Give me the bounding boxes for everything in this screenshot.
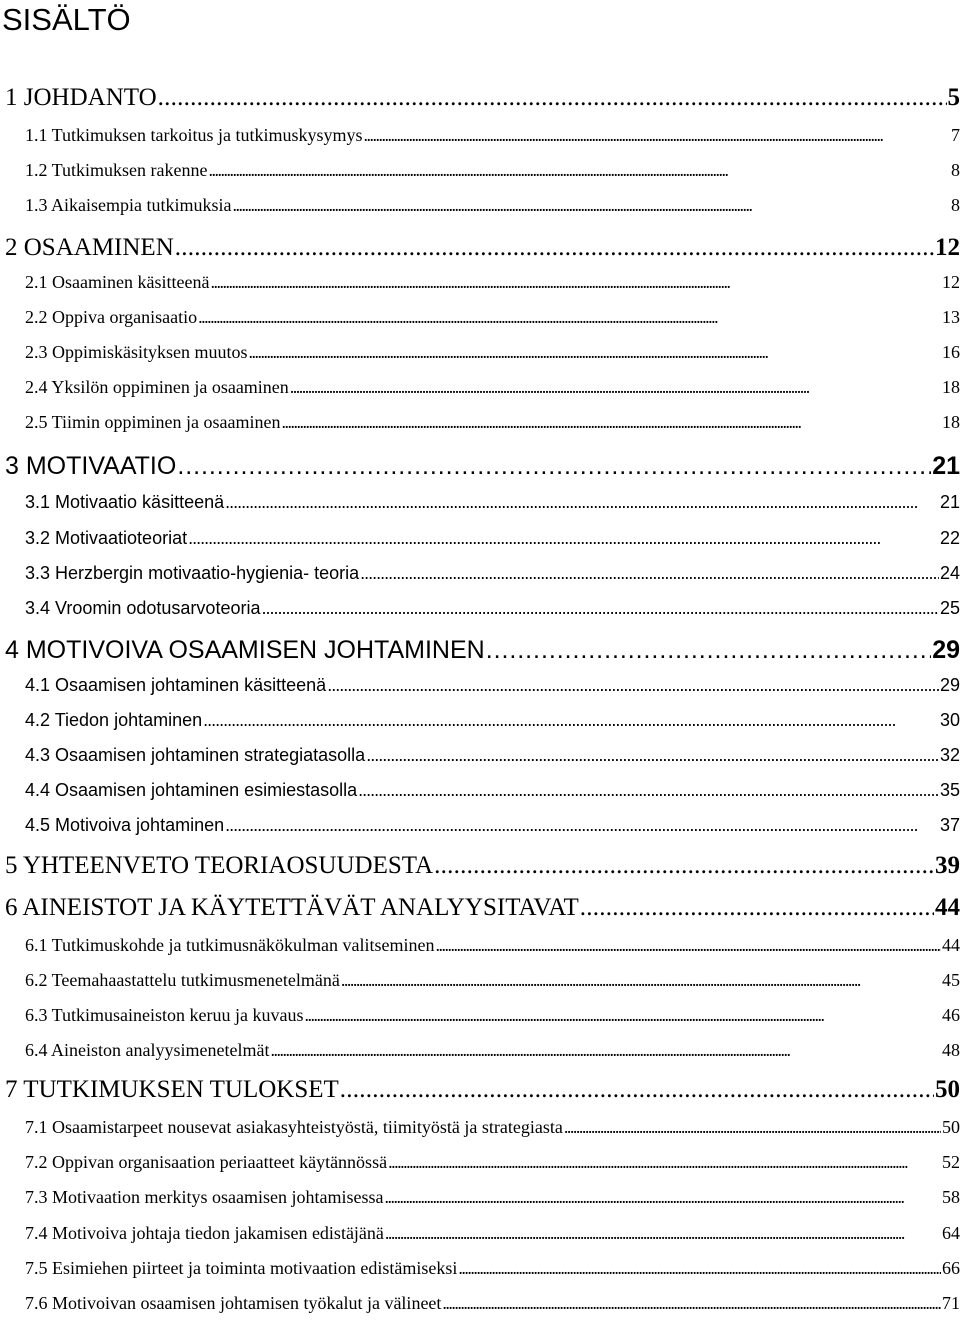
toc-page-number: 58	[942, 1187, 960, 1207]
toc-section-7-2[interactable]	[25, 1152, 960, 1176]
dot-leader	[210, 272, 941, 293]
dot-leader	[209, 160, 951, 181]
toc-label: 7.5 Esimiehen piirteet ja toiminta motivaation edistämiseksi	[25, 1258, 458, 1278]
toc-chapter-3[interactable]	[5, 452, 960, 482]
toc-page-number: 8	[951, 195, 960, 215]
dot-leader	[158, 84, 947, 112]
toc-label: 4.3 Osaamisen johtaminen strategiatasolla	[25, 745, 366, 765]
toc-section-2-1[interactable]	[25, 272, 960, 296]
toc-page-number: 29	[939, 675, 960, 695]
toc-label: 3.2 Motivaatioteoriat	[25, 528, 188, 548]
toc-label: 7.2 Oppivan organisaation periaatteet käytännössä	[25, 1152, 388, 1172]
toc-page-number: 8	[951, 160, 960, 180]
toc-label: 1.2 Tutkimuksen rakenne	[25, 160, 208, 180]
toc-label: 6.2 Teemahaastattelu tutkimusmenetelmänä	[25, 970, 340, 990]
toc-section-7-1[interactable]	[25, 1117, 960, 1141]
toc-page-number: 13	[942, 307, 960, 327]
toc-section-3-1[interactable]	[25, 492, 960, 516]
toc-page-number: 45	[942, 970, 960, 990]
dot-leader	[261, 598, 939, 619]
dot-leader	[225, 492, 939, 513]
toc-label: 1.3 Aikaisempia tutkimuksia	[25, 195, 232, 215]
toc-section-3-2[interactable]	[25, 528, 960, 552]
toc-page-number: 52	[942, 1152, 960, 1172]
dot-leader	[225, 815, 939, 836]
dot-leader	[327, 675, 939, 696]
dot-leader	[358, 780, 939, 801]
toc-label: 4.4 Osaamisen johtaminen esimiestasolla	[25, 780, 358, 800]
toc-label: 1 JOHDANTO	[5, 84, 157, 111]
dot-leader	[384, 1187, 941, 1208]
toc-page-number: 25	[939, 598, 960, 618]
page-title: SISÄLTÖ	[2, 2, 131, 37]
dot-leader	[249, 342, 941, 363]
dot-leader	[436, 935, 942, 956]
toc-section-4-3[interactable]	[25, 745, 960, 769]
toc-section-1-3[interactable]	[25, 195, 960, 219]
toc-label: 7.4 Motivoiva johtaja tiedon jakamisen edistäjänä	[25, 1223, 384, 1243]
toc-page-number: 39	[935, 852, 960, 879]
toc-label: 2.2 Oppiva organisaatio	[25, 307, 198, 327]
toc-page-number: 21	[939, 492, 960, 512]
toc-page-number: 35	[939, 780, 960, 800]
toc-section-2-4[interactable]	[25, 377, 960, 401]
toc-page-number: 22	[939, 528, 960, 548]
dot-leader	[203, 710, 939, 731]
dot-leader	[388, 1152, 941, 1173]
dot-leader	[175, 234, 934, 262]
toc-section-7-5[interactable]	[25, 1258, 960, 1282]
dot-leader	[360, 563, 939, 584]
dot-leader	[385, 1223, 941, 1244]
dot-leader	[270, 1040, 941, 1061]
toc-page-number: 48	[942, 1040, 960, 1060]
toc-label: 6.3 Tutkimusaineiston keruu ja kuvaus	[25, 1005, 304, 1025]
toc-chapter-4[interactable]	[5, 636, 960, 666]
toc-section-6-4[interactable]	[25, 1040, 960, 1064]
toc-label: 7.3 Motivaation merkitys osaamisen johtamisessa	[25, 1187, 384, 1207]
toc-label: 3.4 Vroomin odotusarvoteoria	[25, 598, 261, 618]
dot-leader	[564, 1117, 941, 1138]
dot-leader	[232, 195, 950, 216]
toc-label: 3 MOTIVAATIO	[5, 452, 177, 480]
toc-section-6-3[interactable]	[25, 1005, 960, 1029]
toc-page-number: 18	[942, 377, 960, 397]
dot-leader	[341, 970, 941, 991]
toc-page-number: 29	[932, 636, 960, 664]
toc-section-7-6[interactable]	[25, 1293, 960, 1317]
dot-leader	[290, 377, 941, 398]
dot-leader	[486, 636, 931, 665]
toc-page-number: 12	[935, 234, 960, 261]
dot-leader	[366, 745, 939, 766]
toc-label: 2.4 Yksilön oppiminen ja osaaminen	[25, 377, 289, 397]
toc-page-number: 44	[935, 894, 960, 921]
toc-page-number: 24	[939, 563, 960, 583]
toc-section-4-4[interactable]	[25, 780, 960, 804]
toc-section-6-1[interactable]	[25, 935, 960, 959]
dot-leader	[442, 1293, 941, 1314]
toc-section-1-2[interactable]	[25, 160, 960, 184]
toc-page-number: 66	[942, 1258, 960, 1278]
toc-page-number: 5	[947, 84, 960, 111]
toc-section-2-2[interactable]	[25, 307, 960, 331]
dot-leader	[458, 1258, 941, 1279]
dot-leader	[580, 894, 934, 922]
toc-label: 2.5 Tiimin oppiminen ja osaaminen	[25, 412, 281, 432]
dot-leader	[340, 1076, 934, 1104]
toc-label: 4 MOTIVOIVA OSAAMISEN JOHTAMINEN	[5, 636, 485, 664]
toc-page-number: 30	[939, 710, 960, 730]
toc-section-3-3[interactable]	[25, 563, 960, 587]
toc-label: 4.1 Osaamisen johtaminen käsitteenä	[25, 675, 327, 695]
toc-section-1-1[interactable]	[25, 125, 960, 149]
dot-leader	[198, 307, 941, 328]
toc-label: 6.4 Aineiston analyysimenetelmät	[25, 1040, 270, 1060]
toc-label: 7.6 Motivoivan osaamisen johtamisen työkalut ja välineet	[25, 1293, 442, 1313]
toc-page-number: 7	[951, 125, 960, 145]
dot-leader	[364, 125, 950, 146]
toc-section-7-4[interactable]	[25, 1223, 960, 1247]
toc-page-number: 50	[942, 1117, 960, 1137]
toc-label: 2 OSAAMINEN	[5, 234, 174, 261]
toc-section-3-4[interactable]	[25, 598, 960, 622]
dot-leader	[188, 528, 939, 549]
toc-label: 7.1 Osaamistarpeet nousevat asiakasyhteistyöstä, tiimityöstä ja strategiasta	[25, 1117, 563, 1137]
dot-leader	[434, 852, 934, 880]
toc-page-number: 44	[942, 935, 960, 955]
toc-page-number: 16	[942, 342, 960, 362]
toc-chapter-1[interactable]	[5, 84, 960, 114]
toc-label: 2.3 Oppimiskäsityksen muutos	[25, 342, 248, 362]
toc-page-number: 71	[942, 1293, 960, 1313]
toc-page-number: 50	[935, 1076, 960, 1103]
toc-section-2-5[interactable]	[25, 412, 960, 436]
toc-page-number: 46	[942, 1005, 960, 1025]
dot-leader	[282, 412, 942, 433]
dot-leader	[177, 452, 931, 481]
toc-chapter-6[interactable]	[5, 894, 960, 924]
toc-page-number: 12	[942, 272, 960, 292]
toc-page-number: 21	[932, 452, 960, 480]
toc-page-number: 18	[942, 412, 960, 432]
toc-page-number: 32	[939, 745, 960, 765]
toc-label: 4.2 Tiedon johtaminen	[25, 710, 203, 730]
toc-section-4-2[interactable]	[25, 710, 960, 734]
toc-chapter-5[interactable]	[5, 852, 960, 882]
toc-section-4-5[interactable]	[25, 815, 960, 839]
toc-label: 4.5 Motivoiva johtaminen	[25, 815, 225, 835]
toc-label: 6.1 Tutkimuskohde ja tutkimusnäkökulman valitseminen	[25, 935, 435, 955]
toc-label: 5 YHTEENVETO TEORIAOSUUDESTA	[5, 852, 434, 879]
toc-section-4-1[interactable]	[25, 675, 960, 699]
dot-leader	[305, 1005, 942, 1026]
toc-section-2-3[interactable]	[25, 342, 960, 366]
toc-section-6-2[interactable]	[25, 970, 960, 994]
toc-label: 7 TUTKIMUKSEN TULOKSET	[5, 1076, 339, 1103]
toc-label: 1.1 Tutkimuksen tarkoitus ja tutkimuskysymys	[25, 125, 363, 145]
toc-label: 2.1 Osaaminen käsitteenä	[25, 272, 210, 292]
toc-chapter-2[interactable]	[5, 234, 960, 264]
toc-chapter-7[interactable]	[5, 1076, 960, 1106]
toc-label: 3.3 Herzbergin motivaatio-hygienia- teoria	[25, 563, 360, 583]
toc-section-7-3[interactable]	[25, 1187, 960, 1211]
toc-label: 3.1 Motivaatio käsitteenä	[25, 492, 225, 512]
toc-label: 6 AINEISTOT JA KÄYTETTÄVÄT ANALYYSITAVAT	[5, 894, 579, 921]
toc-page-number: 37	[939, 815, 960, 835]
toc-page-number: 64	[942, 1223, 960, 1243]
